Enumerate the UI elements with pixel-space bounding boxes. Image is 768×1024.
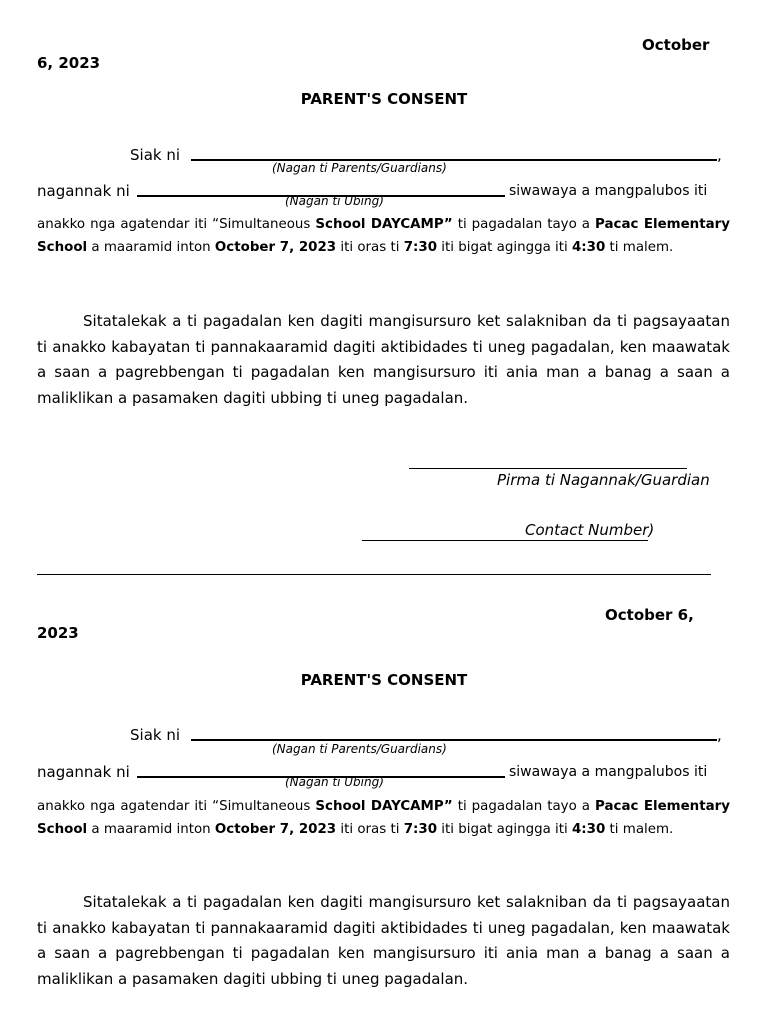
nagannak-label: nagannak ni bbox=[37, 182, 130, 200]
signature-line[interactable] bbox=[409, 468, 687, 469]
consent-paragraph-2: Sitatalekak a ti pagadalan ken dagiti mangisursuro ket salakniban da ti pagsayaatan ti anakko kabayatan ti pannakaaramid dagiti aktibidades ti uneg pagadalan, ken maawatak a saan a pagrebbengan ti pagadalan ken mangisursuro iti ania man a banag a saan a maliklikan a pasamaken dagiti ubbing ti uneg pagadalan. bbox=[37, 312, 730, 407]
contact-line[interactable] bbox=[362, 540, 648, 541]
parents-caption: (Nagan ti Parents/Guardians) bbox=[272, 161, 447, 175]
consent-paragraph-1: anakko nga agatendar iti “Simultaneous School DAYCAMP” ti pagadalan tayo a Pacac Elementary School a maaramid inton October 7, 2023 iti oras ti 7:30 iti bigat agingga iti 4:30 ti malem. bbox=[37, 799, 730, 837]
date-line-2: 6, 2023 bbox=[37, 54, 101, 72]
siak-label: Siak ni bbox=[130, 726, 181, 744]
comma: , bbox=[717, 726, 722, 744]
consent-paragraph-2: Sitatalekak a ti pagadalan ken dagiti mangisursuro ket salakniban da ti pagsayaatan ti anakko kabayatan ti pannakaaramid dagiti aktibidades ti uneg pagadalan, ken maawatak a saan a pagrebbengan ti pagadalan ken mangisursuro iti ania man a banag a saan a maliklikan a pasamaken dagiti ubbing ti uneg pagadalan. bbox=[37, 893, 730, 988]
cut-separator-line bbox=[37, 574, 711, 575]
contact-label: Contact Number) bbox=[525, 521, 655, 539]
siak-label: Siak ni bbox=[130, 146, 181, 164]
form-title: PARENT'S CONSENT bbox=[300, 90, 468, 108]
form-title: PARENT'S CONSENT bbox=[300, 671, 468, 689]
date-line-2: 2023 bbox=[37, 624, 79, 642]
nagannak-label: nagannak ni bbox=[37, 763, 130, 781]
ubing-caption: (Nagan ti Ubing) bbox=[285, 775, 384, 789]
parent-name-line[interactable] bbox=[191, 159, 717, 161]
date-line-1: October bbox=[642, 36, 710, 54]
siwawaya-text: siwawaya a mangpalubos iti bbox=[509, 764, 708, 780]
parent-name-line[interactable] bbox=[191, 739, 717, 741]
consent-paragraph-1: anakko nga agatendar iti “Simultaneous School DAYCAMP” ti pagadalan tayo a Pacac Elementary School a maaramid inton October 7, 2023 iti oras ti 7:30 iti bigat agingga iti 4:30 ti malem. bbox=[37, 217, 730, 255]
comma: , bbox=[717, 146, 722, 164]
ubing-caption: (Nagan ti Ubing) bbox=[285, 194, 384, 208]
date-line-1: October 6, bbox=[605, 606, 694, 624]
signature-label: Pirma ti Nagannak/Guardian bbox=[497, 471, 710, 489]
siwawaya-text: siwawaya a mangpalubos iti bbox=[509, 183, 708, 199]
parents-caption: (Nagan ti Parents/Guardians) bbox=[272, 742, 447, 756]
